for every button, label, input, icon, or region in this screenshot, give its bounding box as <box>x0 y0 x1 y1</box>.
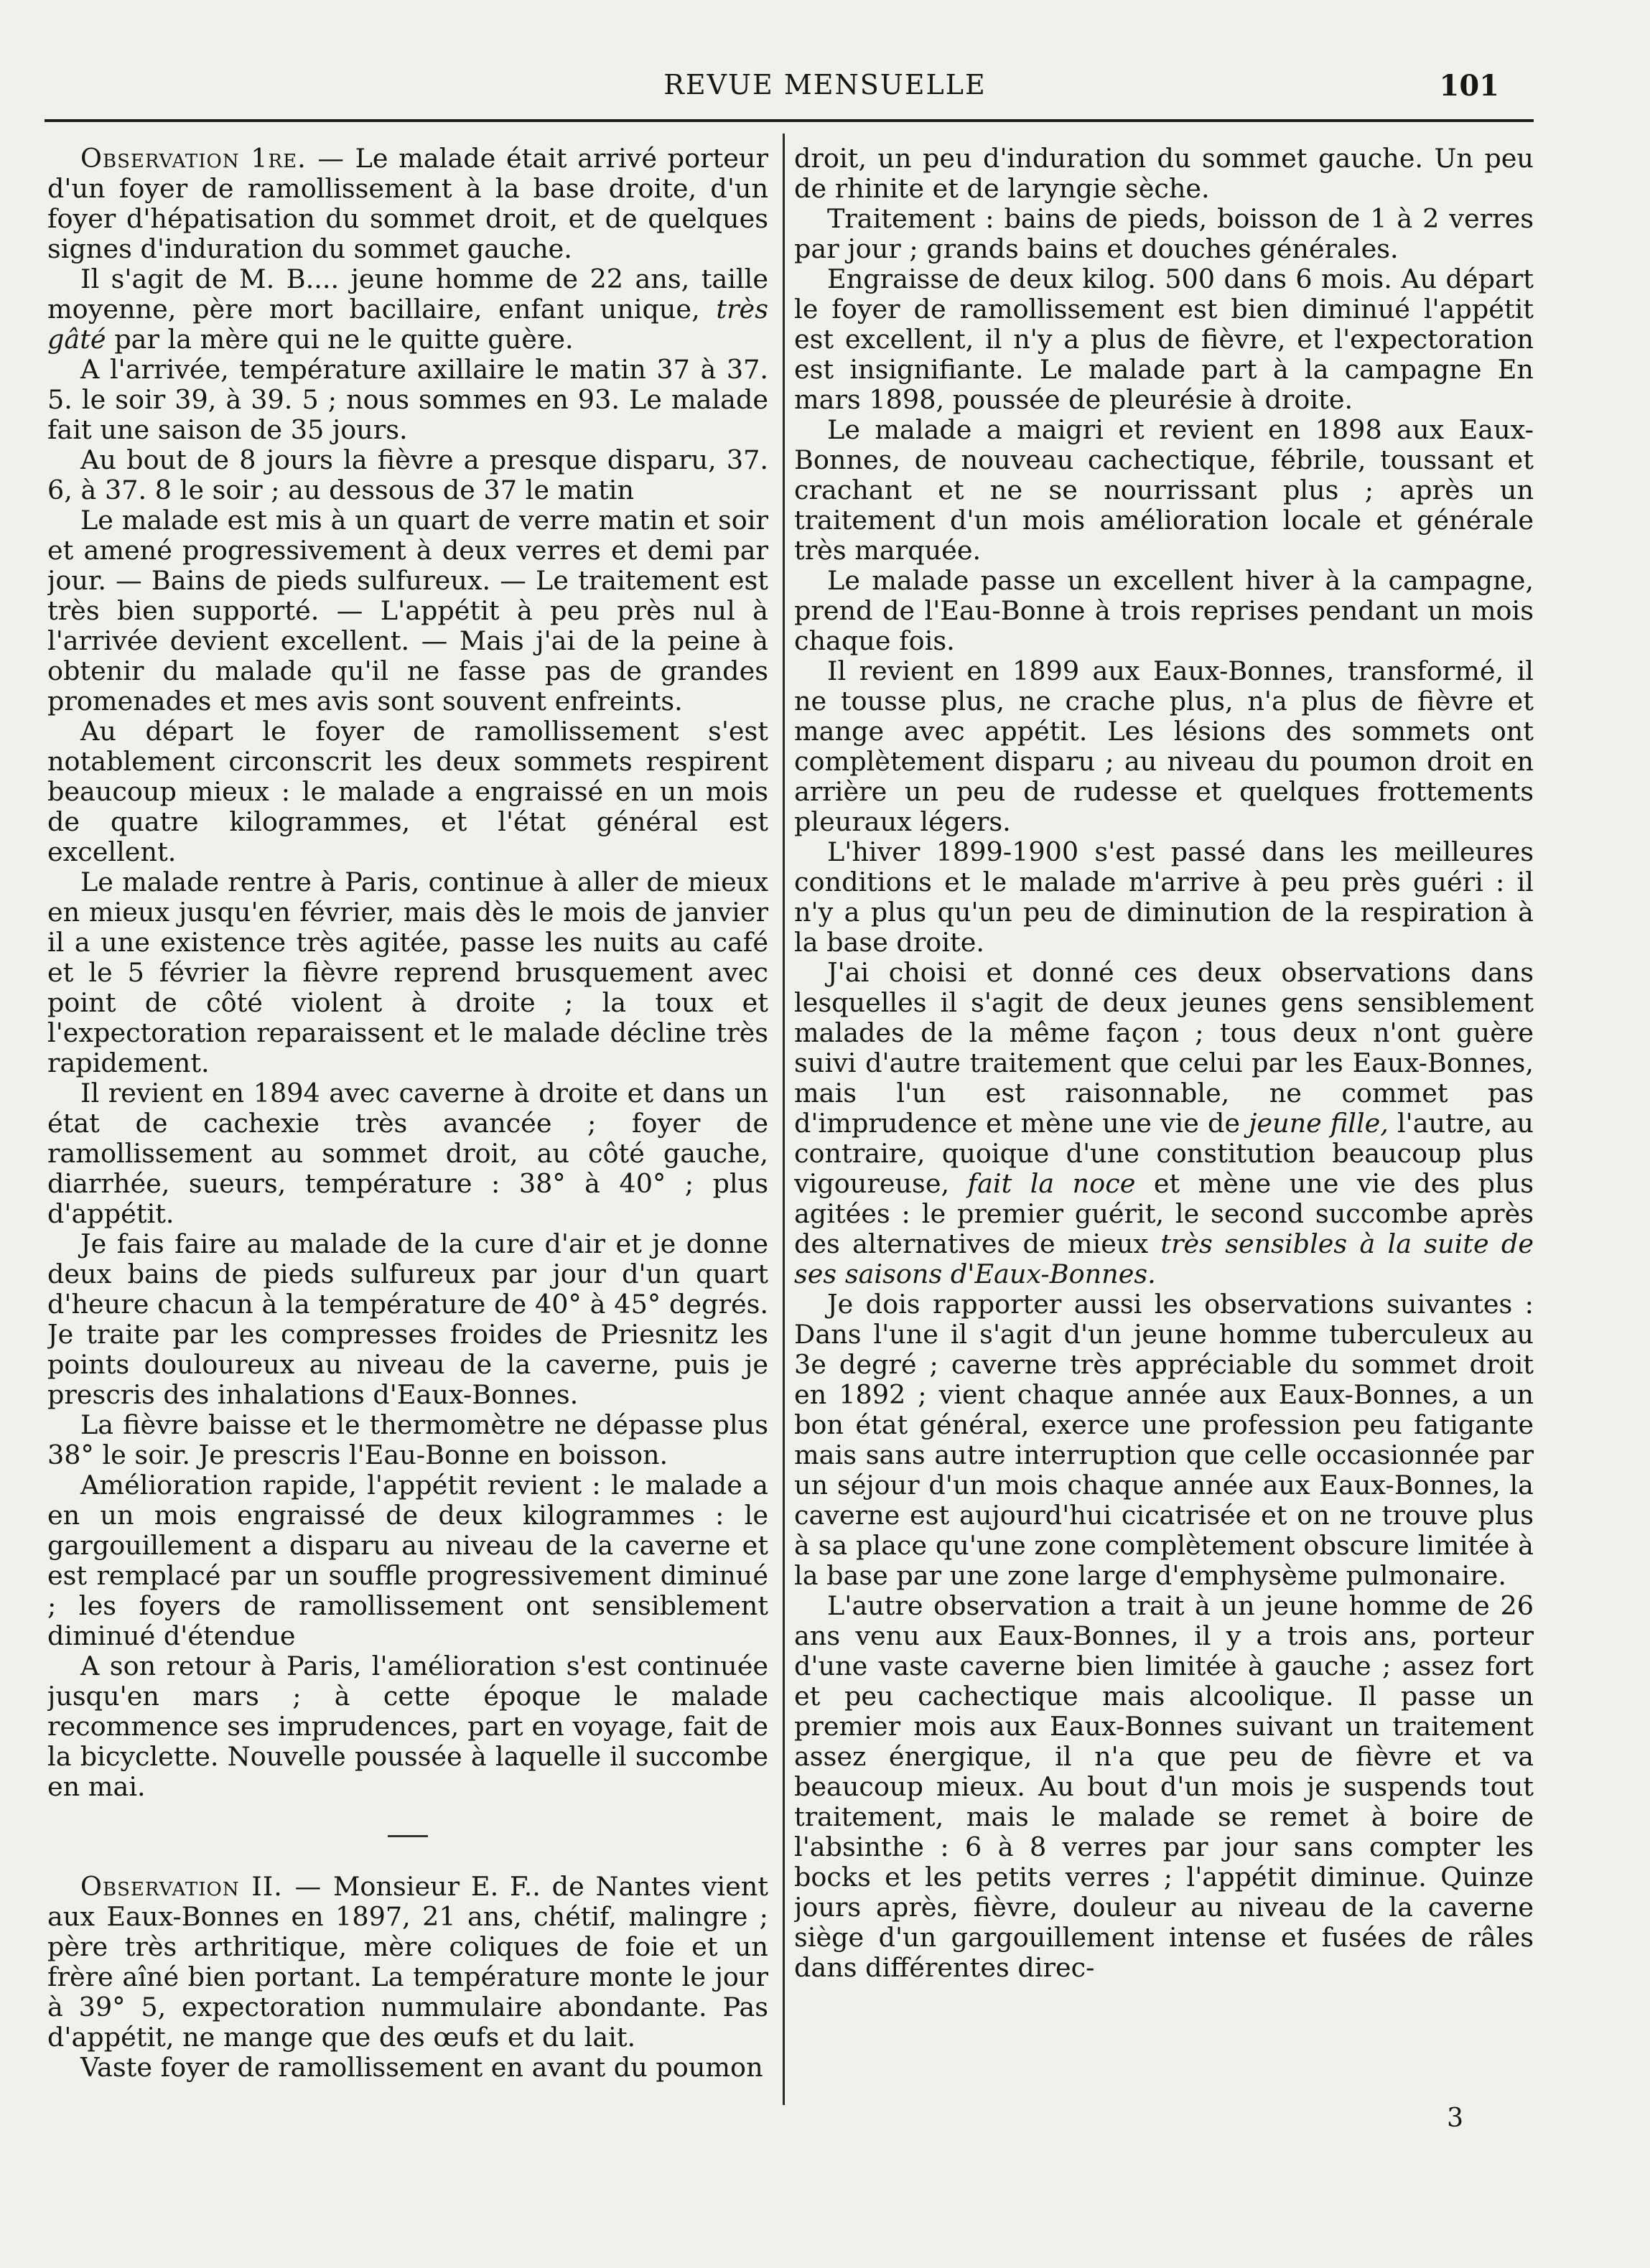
paragraph: Le malade est mis à un quart de verre matin et soir et amené progressivement à deux verres et demi par jour. — Bains de pieds sulfureux. — Le traitement est très bien supporté. — L'appétit à peu près nul à l'arrivée devient excellent. — Mais j'ai de la peine à obtenir du malade qu'il ne fasse pas de grandes promenades et mes avis sont souvent enfreints. <box>47 505 768 717</box>
running-head <box>0 69 1650 112</box>
emphasis-text: très sensibles à la suite de ses saisons d'Eaux-Bonnes. <box>794 1228 1534 1289</box>
page-number: 101 <box>1439 69 1499 103</box>
emphasis-text: très gâté <box>47 294 768 355</box>
header-rule <box>45 119 1534 122</box>
paragraph: La fièvre baisse et le thermomètre ne dépasse plus 38° le soir. Je prescris l'Eau-Bonne en boisson. <box>47 1409 768 1470</box>
paragraph-text: Monsieur E. F.. de Nantes vient aux Eaux-Bonnes en 1897, 21 ans, chétif, malingre ; père très arthritique, mère coliques de foie et un frère aîné bien portant. La température monte le jour à 39° 5, expectoration nummulaire abondante. Pas d'appétit, ne mange que des œufs et du lait. <box>47 1871 768 2053</box>
observation-1-heading: Observation 1re. — <box>80 144 345 174</box>
emphasis-text: fait la noce <box>967 1168 1136 1199</box>
signature-mark: 3 <box>1447 2104 1463 2133</box>
paragraph-text: Il s'agit de M. B.... jeune homme de 22 ans, taille moyenne, père mort bacillaire, enfant unique, <box>47 263 768 325</box>
paragraph: Il revient en 1894 avec caverne à droite et dans un état de cachexie très avancée ; foyer de ramollissement au sommet droit, au côté gauche, diarrhée, sueurs, température : 38° à 40° ; plus d'appétit. <box>47 1078 768 1229</box>
paragraph: A l'arrivée, température axillaire le matin 37 à 37. 5. le soir 39, à 39. 5 ; nous sommes en 93. Le malade fait une saison de 35 jours. <box>47 354 768 445</box>
paragraph: Au départ le foyer de ramollissement s'est notablement circonscrit les deux sommets respirent beaucoup mieux : le malade a engraissé en un mois de quatre kilogrammes, et l'état général est excellent. <box>47 716 768 867</box>
paragraph: Le malade rentre à Paris, continue à aller de mieux en mieux jusqu'en février, mais dès le mois de janvier il a une existence très agitée, passe les nuits au café et le 5 février la fièvre reprend brusquement avec point de côté violent à droite ; la toux et l'expectoration reparaissent et le malade décline très rapidement. <box>47 867 768 1078</box>
paragraph <box>47 264 768 355</box>
observation-1-paragraph <box>47 144 768 264</box>
paragraph: Il revient en 1899 aux Eaux-Bonnes, transformé, il ne tousse plus, ne crache plus, n'a plus de fièvre et mange avec appétit. Les lésions des sommets ont complètement disparu ; au niveau du poumon droit en arrière un peu de rudesse et quelques frottements pleuraux légers. <box>794 655 1534 837</box>
observation-2-heading: Observation II. — <box>80 1871 322 1902</box>
paragraph-text: et mène une vie des plus agitées : le premier guérit, le second succombe après des alternatives de mieux <box>794 1168 1534 1259</box>
journal-title: REVUE MENSUELLE <box>663 69 987 101</box>
paragraph: Je dois rapporter aussi les observations suivantes : Dans l'une il s'agit d'un jeune homme tuberculeux au 3e degré ; caverne très appréciable du sommet droit en 1892 ; vient chaque année aux Eaux-Bonnes, a un bon état général, exerce une profession peu fatigante mais sans autre interruption que celle occasionnée par un séjour d'un mois chaque année aux Eaux-Bonnes, la caverne est aujourd'hui cicatrisée et on ne trouve plus à sa place qu'une zone complètement obscure limitée à la base par une zone large d'emphysème pulmonaire. <box>794 1289 1534 1591</box>
paragraph: Vaste foyer de ramollissement en avant du poumon <box>80 2052 763 2083</box>
paragraph: Le malade passe un excellent hiver à la campagne, prend de l'Eau-Bonne à trois reprises pendant un mois chaque fois. <box>794 565 1534 656</box>
paragraph: Au bout de 8 jours la fièvre a presque disparu, 37. 6, à 37. 8 le soir ; au dessous de 37 le matin <box>47 444 768 505</box>
paragraph-continued: droit, un peu d'induration du sommet gauche. Un peu de rhinite et de laryngie sèche. <box>794 144 1534 204</box>
paragraph: Le malade a maigri et revient en 1898 aux Eaux-Bonnes, de nouveau cachectique, fébrile, toussant et crachant et ne se nourrissant plus ; après un traitement d'un mois amélioration locale et générale très marquée. <box>794 414 1534 566</box>
paragraph <box>794 958 1534 1289</box>
left-column <box>47 144 768 2111</box>
column-divider <box>783 134 785 2105</box>
paragraph: A son retour à Paris, l'amélioration s'est continuée jusqu'en mars ; à cette époque le malade recommence ses imprudences, part en voyage, fait de la bicyclette. Nouvelle poussée à laquelle il succombe en mai. <box>47 1651 768 1802</box>
paragraph-text: J'ai choisi et donné ces deux observations dans lesquelles il s'agit de deux jeunes gens sensiblement malades de la même façon ; tous deux n'ont guère suivi d'autre traitement que celui par les Eaux-Bonnes, mais l'un est raisonnable, ne commet pas d'imprudence et mène une vie de <box>794 957 1534 1139</box>
emphasis-text: jeune fille, <box>1249 1108 1389 1139</box>
paragraph: Je fais faire au malade de la cure d'air et je donne deux bains de pieds sulfureux par jour d'un quart d'heure chacun à la température de 40° à 45° degrés. Je traite par les compresses froides de Priesnitz les points douloureux au niveau de la caverne, puis je prescris des inhalations d'Eaux-Bonnes. <box>47 1228 768 1410</box>
paragraph: L'hiver 1899-1900 s'est passé dans les meilleures conditions et le malade m'arrive à peu près guéri : il n'y a plus qu'un peu de diminution de la respiration à la base droite. <box>794 836 1534 958</box>
right-column <box>794 144 1534 2111</box>
observation-2-paragraph <box>47 1872 768 2053</box>
paragraph: Traitement : bains de pieds, boisson de 1 à 2 verres par jour ; grands bains et douches générales. <box>794 203 1534 264</box>
paragraph-text: Le malade était arrivé porteur d'un foyer de ramollissement à la base droite, d'un foyer d'hépatisation du sommet droit, et de quelques signes d'induration du sommet gauche. <box>47 144 768 264</box>
paragraph: Engraisse de deux kilog. 500 dans 6 mois. Au départ le foyer de ramollissement est bien diminué l'appétit est excellent, il n'y a plus de fièvre, et l'expectoration est insignifiante. Le malade part à la campagne En mars 1898, poussée de pleurésie à droite. <box>794 263 1534 415</box>
paragraph: L'autre observation a trait à un jeune homme de 26 ans venu aux Eaux-Bonnes, il y a trois ans, porteur d'une vaste caverne bien limitée à gauche ; assez fort et peu cachectique mais alcoolique. Il passe un premier mois aux Eaux-Bonnes suivant un traitement assez énergique, il n'a que peu de fièvre et va beaucoup mieux. Au bout d'un mois je suspends tout traitement, mais le malade se remet à boire de l'absinthe : 6 à 8 verres par jour sans compter les bocks et les petits verres ; l'appétit diminue. Quinze jours après, fièvre, douleur au niveau de la caverne siège d'un gargouillement intense et fusées de râles dans différentes direc- <box>794 1590 1534 1983</box>
paragraph-text: par la mère qui ne le quitte guère. <box>114 324 574 355</box>
paragraph: Amélioration rapide, l'appétit revient : le malade a en un mois engraissé de deux kilogrammes : le gargouillement a disparu au niveau de la caverne et est remplacé par un souffle progressivement diminué ; les foyers de ramollissement ont sensiblement diminué d'étendue <box>47 1470 768 1651</box>
section-separator <box>388 1835 428 1837</box>
paragraph-text: l'autre, au contraire, quoique d'une constitution beaucoup plus vigoureuse, <box>794 1108 1534 1199</box>
